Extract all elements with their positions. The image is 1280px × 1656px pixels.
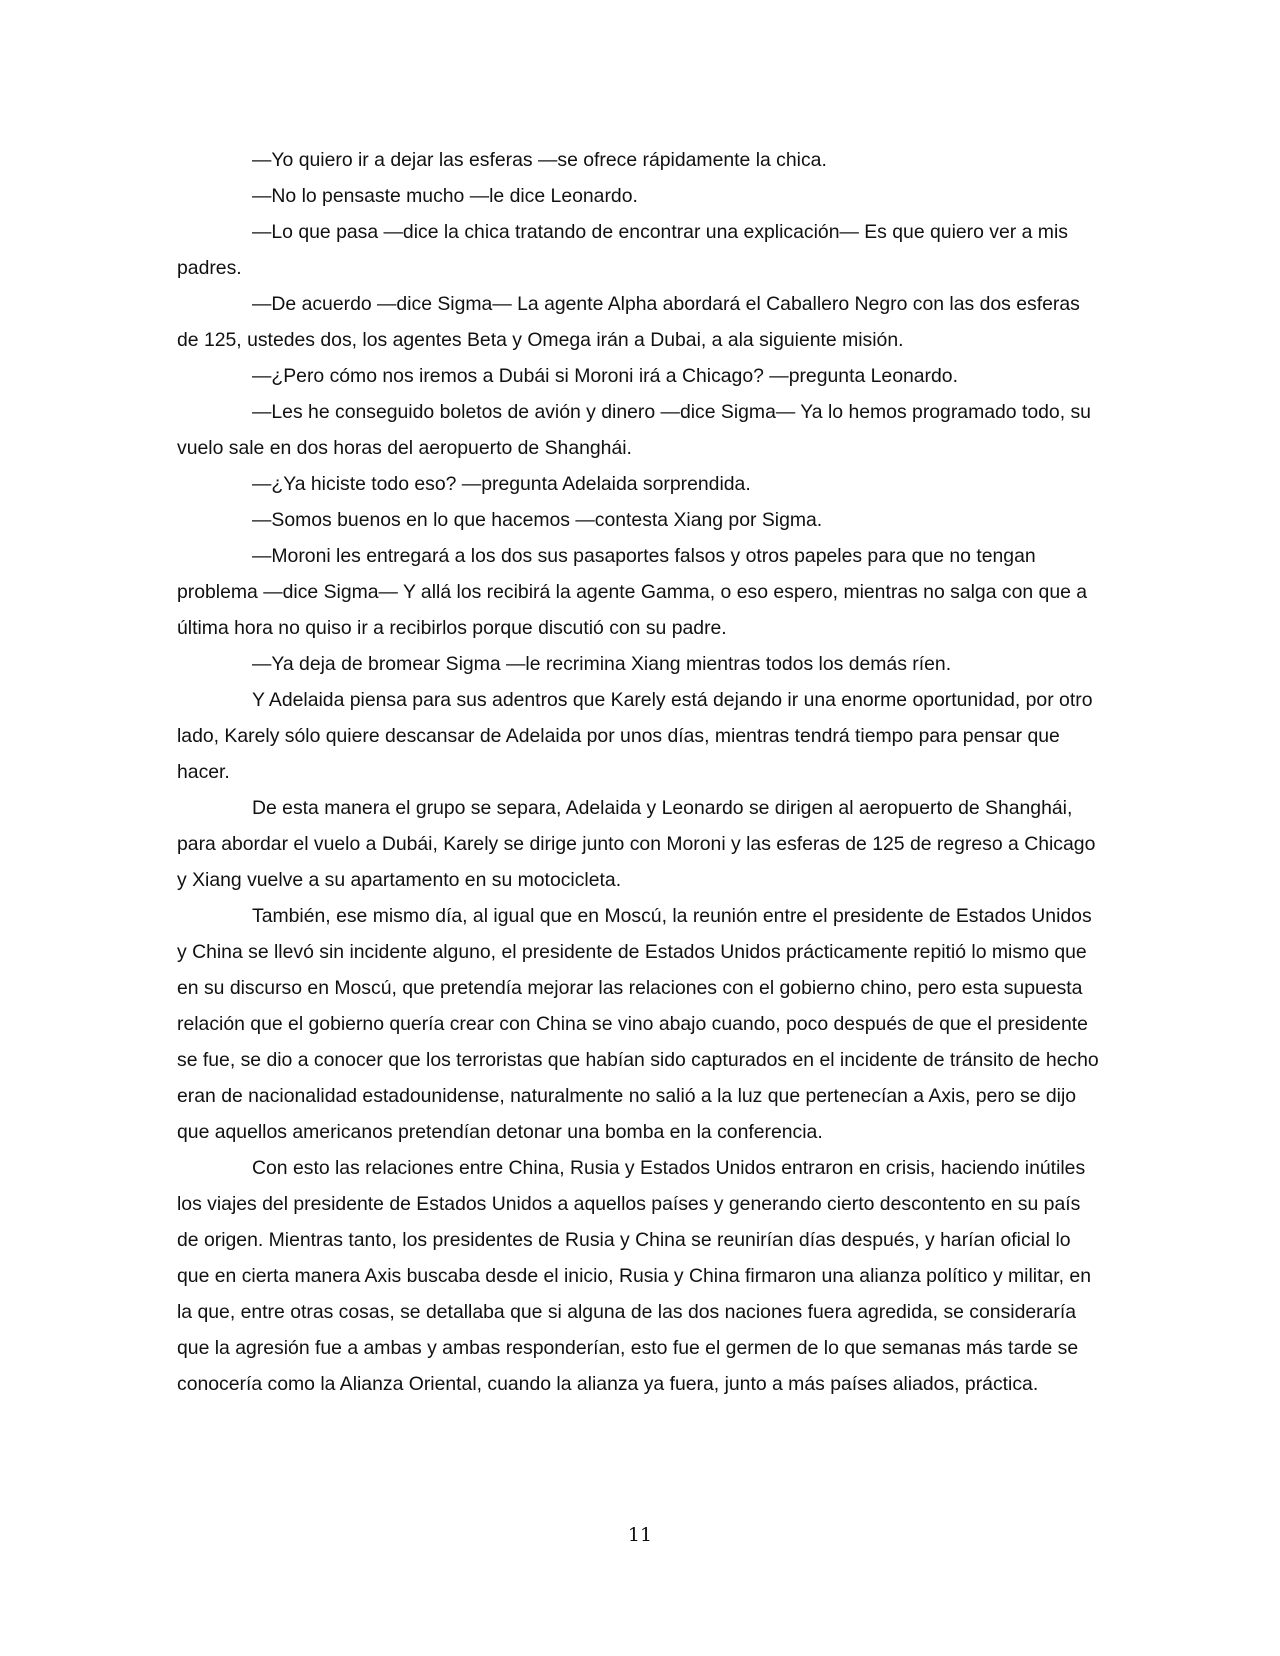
page-number: 11 [627,1524,653,1546]
paragraph-11: Y Adelaida piensa para sus adentros que Karely está dejando ir una enorme oportunidad, por otro lado, Karely sólo quiere descansar de Adelaida por unos días, mientras tendrá tiempo para pensar que hacer. [177,689,1093,783]
paragraph-10: —Ya deja de bromear Sigma —le recrimina Xiang mientras todos los demás ríen. [252,653,952,675]
paragraph-8: —Somos buenos en lo que hacemos —contesta Xiang por Sigma. [252,509,823,531]
paragraph-13: También, ese mismo día, al igual que en Moscú, la reunión entre el presidente de Estados Unidos y China se llevó sin incidente alguno, el presidente de Estados Unidos prácticamente repitió lo mismo que en su discurso en Moscú, que pretendía mejorar las relaciones con el gobierno chino, pero esta supuesta relación que el gobierno quería crear con China se vino abajo cuando, poco después de que el presidente se fue, se dio a conocer que los terroristas que habían sido capturados en el incidente de tránsito de hecho eran de nacionalidad estadounidense, naturalmente no salió a la luz que pertenecían a Axis, pero se dijo que aquellos americanos pretendían detonar una bomba en la conferencia. [177,905,1099,1143]
paragraph-5: —¿Pero cómo nos iremos a Dubái si Moroni irá a Chicago? —pregunta Leonardo. [252,365,958,387]
body-text [177,142,1105,1402]
paragraph-9: —Moroni les entregará a los dos sus pasaportes falsos y otros papeles para que no tengan problema —dice Sigma— Y allá los recibirá la agente Gamma, o eso espero, mientras no salga con que a última hora no quiso ir a recibirlos porque discutió con su padre. [177,545,1088,639]
paragraph-2: —No lo pensaste mucho —le dice Leonardo. [252,185,638,207]
paragraph-4: —De acuerdo —dice Sigma— La agente Alpha abordará el Caballero Negro con las dos esferas de 125, ustedes dos, los agentes Beta y Omega irán a Dubai, a ala siguiente misión. [177,293,1080,351]
paragraph-12: De esta manera el grupo se separa, Adelaida y Leonardo se dirigen al aeropuerto de Shanghái, para abordar el vuelo a Dubái, Karely se dirige junto con Moroni y las esferas de 125 de regreso a Chicago y Xiang vuelve a su apartamento en su motocicleta. [177,797,1096,891]
paragraph-3: —Lo que pasa —dice la chica tratando de encontrar una explicación— Es que quiero ver a mis padres. [177,221,1068,279]
paragraph-7: —¿Ya hiciste todo eso? —pregunta Adelaida sorprendida. [252,473,751,495]
paragraph-1: —Yo quiero ir a dejar las esferas —se ofrece rápidamente la chica. [252,149,827,171]
paragraph-6: —Les he conseguido boletos de avión y dinero —dice Sigma— Ya lo hemos programado todo, su vuelo sale en dos horas del aeropuerto de Shanghái. [177,401,1091,459]
paragraph-14: Con esto las relaciones entre China, Rusia y Estados Unidos entraron en crisis, haciendo inútiles los viajes del presidente de Estados Unidos a aquellos países y generando cierto descontento en su país de origen. Mientras tanto, los presidentes de Rusia y China se reunirían días después, y harían oficial lo que en cierta manera Axis buscaba desde el inicio, Rusia y China firmaron una alianza político y militar, en la que, entre otras cosas, se detallaba que si alguna de las dos naciones fuera agredida, se consideraría que la agresión fue a ambas y ambas responderían, esto fue el germen de lo que semanas más tarde se conocería como la Alianza Oriental, cuando la alianza ya fuera, junto a más países aliados, práctica. [177,1157,1092,1395]
